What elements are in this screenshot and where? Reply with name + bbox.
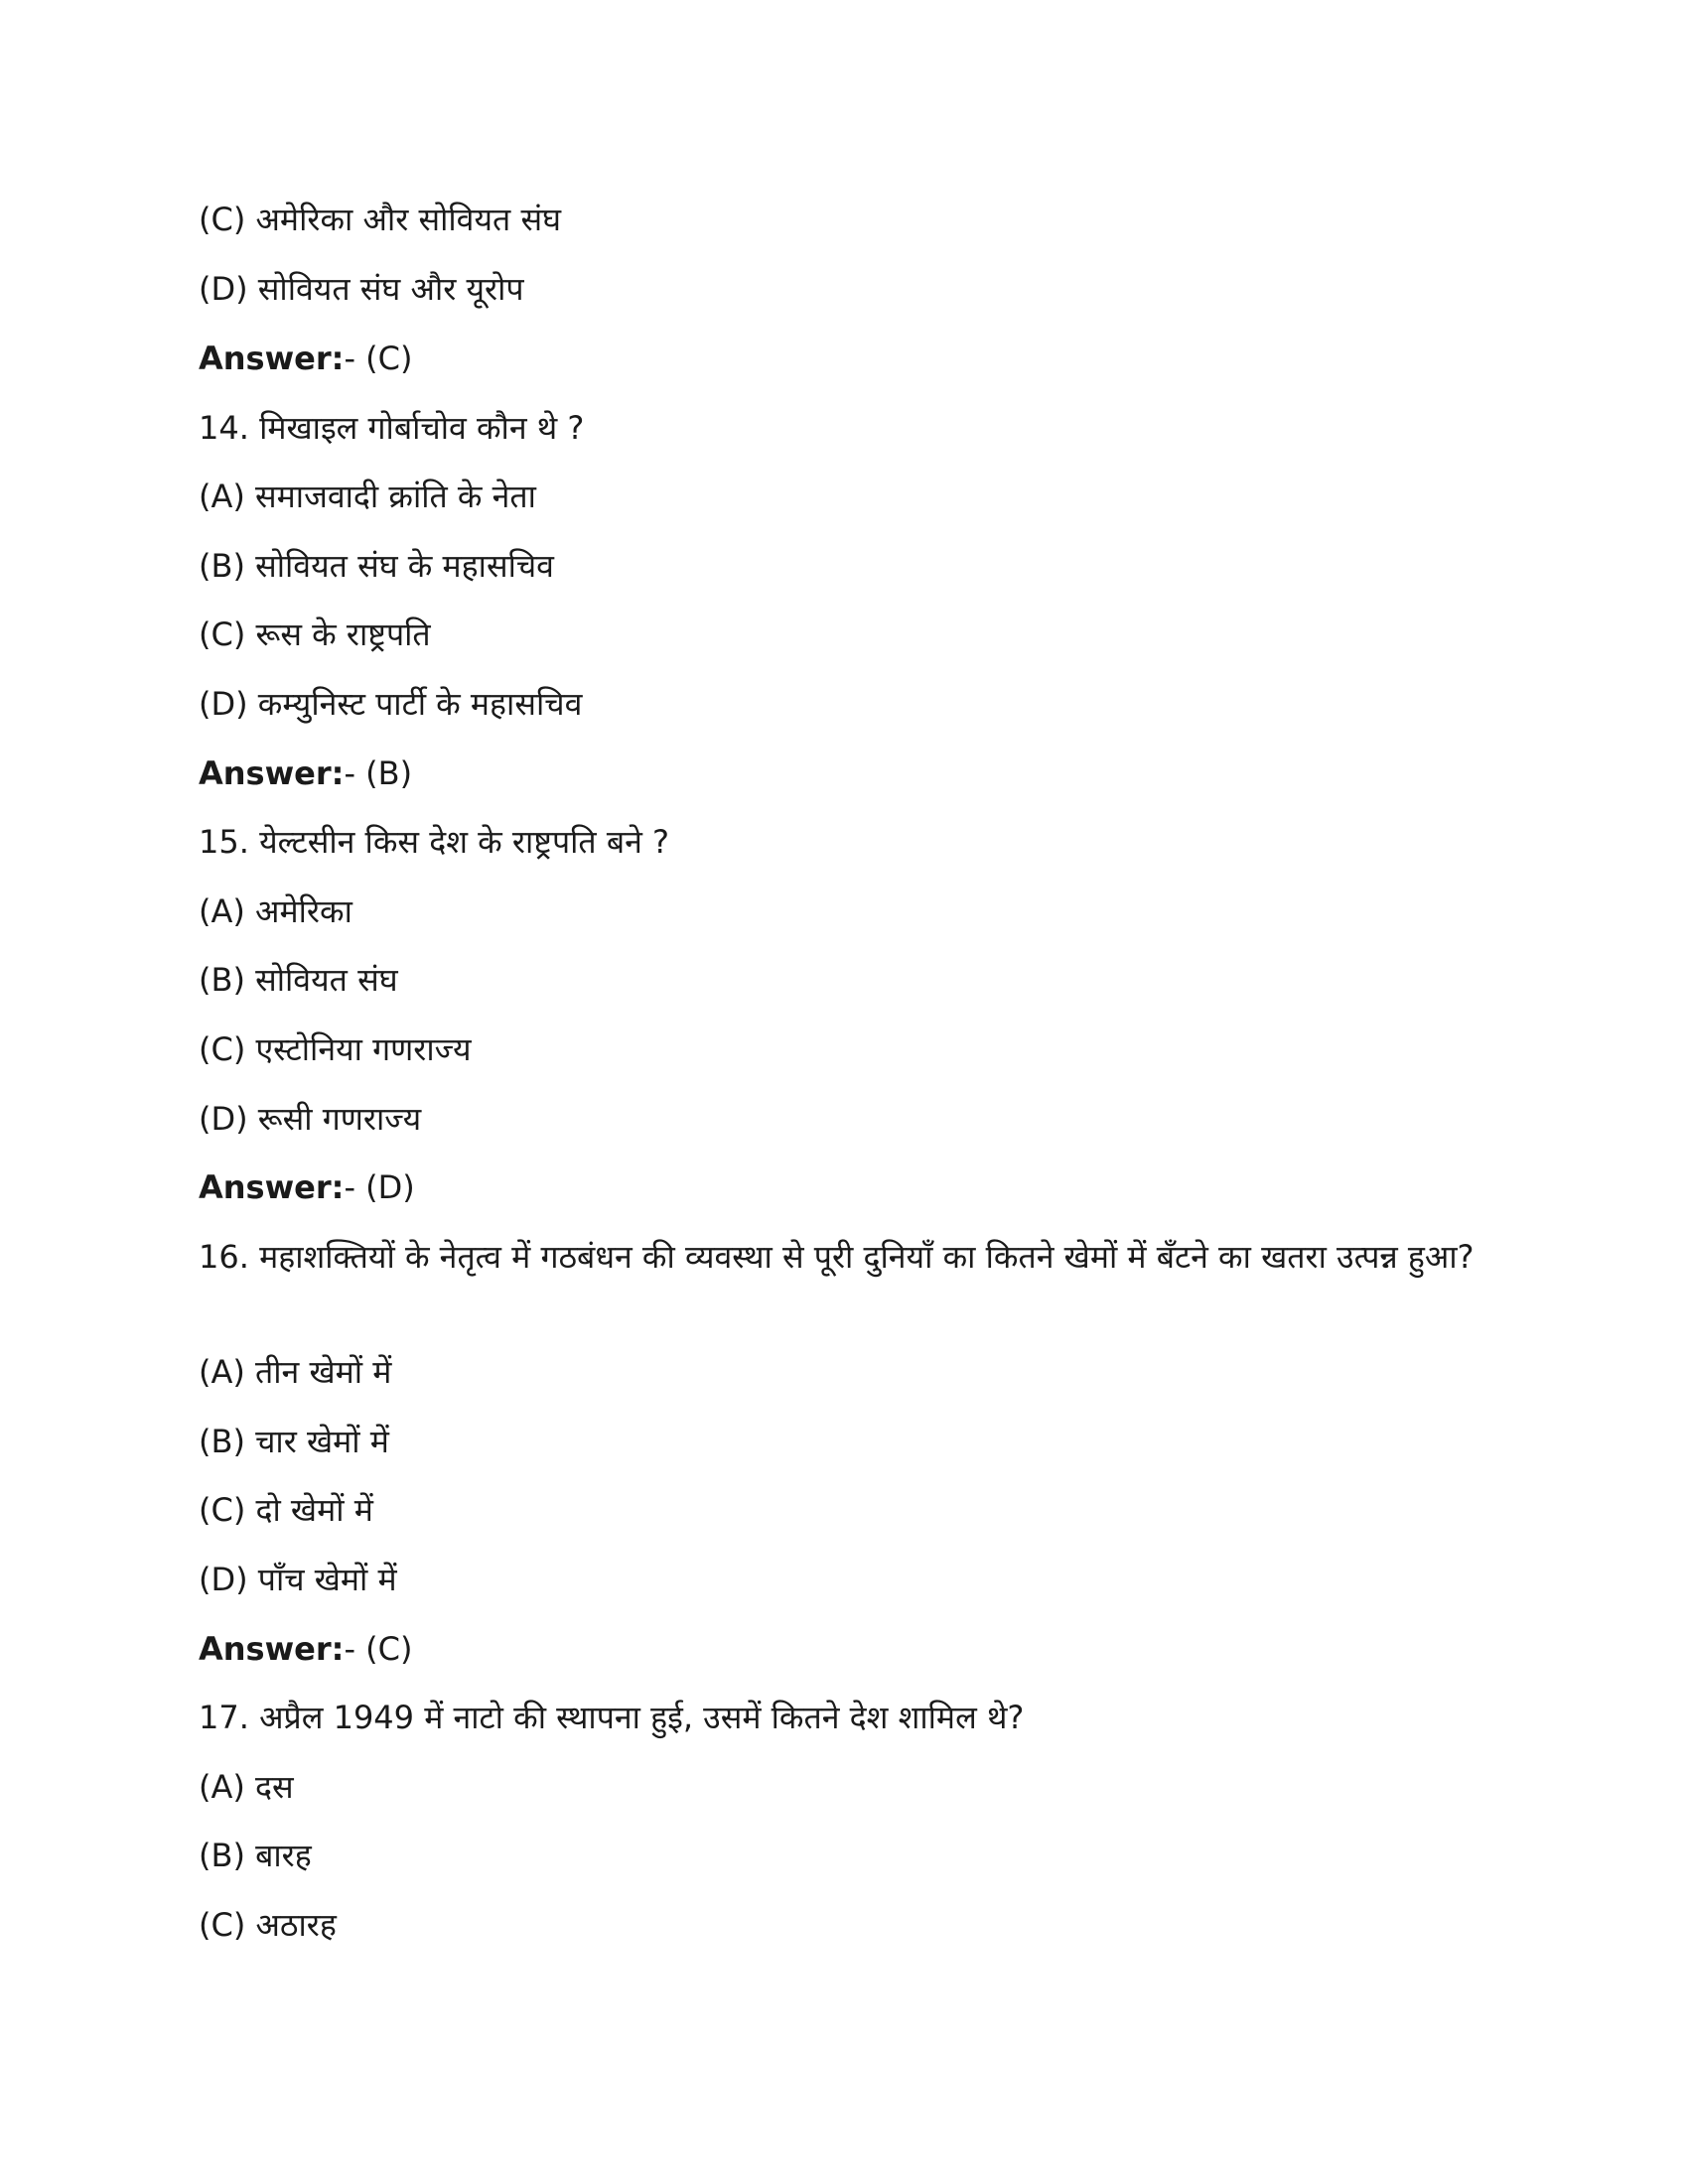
option-13d: (D) सोवियत संघ और यूरोप [199, 270, 524, 308]
question-15: 15. येल्टसीन किस देश के राष्ट्रपति बने ? [199, 823, 670, 861]
option-16a: (A) तीन खेमों में [199, 1353, 392, 1391]
answer-value: - (B) [344, 754, 413, 792]
option-15a: (A) अमेरिका [199, 892, 352, 930]
answer-label: Answer: [199, 1630, 345, 1668]
option-17b: (B) बारह [199, 1837, 312, 1874]
option-15b: (B) सोवियत संघ [199, 961, 398, 999]
option-15d: (D) रूसी गणराज्य [199, 1100, 422, 1138]
question-16: 16. महाशक्तियों के नेतृत्व में गठबंधन की व्यवस्था से पूरी दुनियाँ का कितने खेमों में बँटने का खतरा उत्पन्न हुआ? [199, 1238, 1475, 1276]
option-16c: (C) दो खेमों में [199, 1491, 373, 1529]
option-14a: (A) समाजवादी क्रांति के नेता [199, 478, 536, 515]
answer-label: Answer: [199, 340, 345, 377]
answer-label: Answer: [199, 1168, 345, 1206]
option-14b: (B) सोवियत संघ के महासचिव [199, 547, 554, 585]
question-17: 17. अप्रैल 1949 में नाटो की स्थापना हुई, उसमें कितने देश शामिल थे? [199, 1699, 1025, 1736]
answer-15 [199, 1163, 1509, 1211]
option-15c: (C) एस्टोनिया गणराज्य [199, 1030, 472, 1068]
answer-13 [199, 335, 1509, 382]
answer-value: - (C) [344, 340, 413, 377]
answer-value: - (D) [344, 1168, 415, 1206]
option-16b: (B) चार खेमों में [199, 1423, 389, 1460]
option-17a: (A) दस [199, 1768, 294, 1806]
option-16d: (D) पाँच खेमों में [199, 1561, 397, 1598]
answer-14 [199, 750, 1509, 797]
option-13c: (C) अमेरिका और सोवियत संघ [199, 201, 561, 238]
question-14: 14. मिखाइल गोर्बाचोव कौन थे ? [199, 409, 585, 447]
answer-value: - (C) [344, 1630, 413, 1668]
option-14d: (D) कम्युनिस्ट पार्टी के महासचिव [199, 685, 583, 723]
answer-label: Answer: [199, 754, 345, 792]
option-17c: (C) अठारह [199, 1906, 337, 1944]
option-14c: (C) रूस के राष्ट्रपति [199, 615, 431, 653]
answer-16 [199, 1625, 1509, 1673]
